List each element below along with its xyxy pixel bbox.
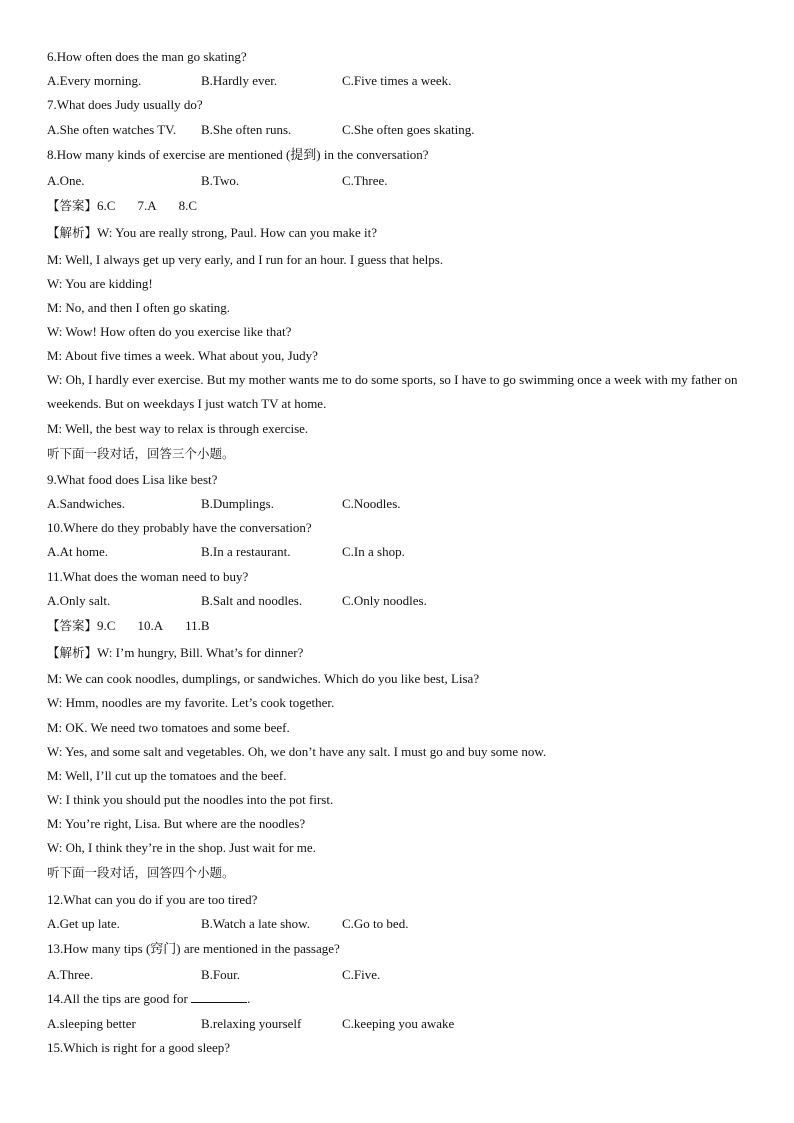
option-a: A.sleeping better — [47, 1016, 136, 1031]
analysis-line — [47, 225, 754, 241]
option-a: A.One. — [47, 173, 85, 188]
question-14 — [47, 991, 754, 1007]
answer-item: 7.A — [137, 198, 157, 213]
answer-item: 8.C — [178, 198, 197, 213]
option-b: B.Two. — [201, 173, 240, 188]
answer-label: 【答案】 — [47, 198, 98, 213]
dialogue-line: M: OK. We need two tomatoes and some beef. — [47, 720, 290, 735]
analysis-label: 【解析】 — [47, 225, 98, 240]
question-6: 6.How often does the man go skating? — [47, 49, 247, 64]
option-a: A.At home. — [47, 544, 109, 559]
dialogue-line: W: I’m hungry, Bill. What’s for dinner? — [97, 645, 304, 660]
answer-block-2 — [47, 618, 754, 634]
dialogue-line: M: You’re right, Lisa. But where are the noodles? — [47, 816, 306, 831]
answer-item: 10.A — [137, 618, 164, 633]
option-a: A.Three. — [47, 967, 94, 982]
question-7: 7.What does Judy usually do? — [47, 97, 203, 112]
section-instruction: 听下面一段对话，回答三个小题。 — [47, 446, 235, 461]
answer-item: 6.C — [97, 198, 116, 213]
option-b: B.Salt and noodles. — [201, 593, 303, 608]
dialogue-line: W: You are really strong, Paul. How can you make it? — [97, 225, 378, 240]
option-c: C.Noodles. — [342, 496, 401, 511]
option-b: B.relaxing yourself — [201, 1016, 302, 1031]
question-text: 14.All the tips are good for — [47, 991, 192, 1006]
dialogue-line: W: I think you should put the noodles into the pot first. — [47, 792, 334, 807]
dialogue-line: M: Well, I’ll cut up the tomatoes and the beef. — [47, 768, 287, 783]
dialogue-line: W: Yes, and some salt and vegetables. Oh, we don’t have any salt. I must go and buy some now. — [47, 744, 547, 759]
option-c: C.Five. — [342, 967, 381, 982]
option-a: A.Every morning. — [47, 73, 142, 88]
dialogue-line: M: We can cook noodles, dumplings, or sandwiches. Which do you like best, Lisa? — [47, 671, 480, 686]
option-c: C.In a shop. — [342, 544, 405, 559]
option-c: C.Five times a week. — [342, 73, 452, 88]
option-b: B.Dumplings. — [201, 496, 274, 511]
dialogue-line: W: Wow! How often do you exercise like that? — [47, 324, 292, 339]
dialogue-line: W: You are kidding! — [47, 276, 153, 291]
option-a: A.Sandwiches. — [47, 496, 125, 511]
question-13: 13.How many tips (窍门) are mentioned in the passage? — [47, 941, 340, 956]
option-b: B.She often runs. — [201, 122, 292, 137]
option-c: C.keeping you awake — [342, 1016, 455, 1031]
option-c: C.Three. — [342, 173, 388, 188]
question-12: 12.What can you do if you are too tired? — [47, 892, 258, 907]
answer-item: 11.B — [185, 618, 210, 633]
question-15: 15.Which is right for a good sleep? — [47, 1040, 231, 1055]
option-a: A.Only salt. — [47, 593, 111, 608]
answer-label: 【答案】 — [47, 618, 98, 633]
dialogue-line: M: No, and then I often go skating. — [47, 300, 231, 315]
option-b: B.In a restaurant. — [201, 544, 291, 559]
dialogue-line: M: Well, I always get up very early, and I run for an hour. I guess that helps. — [47, 252, 444, 267]
question-10: 10.Where do they probably have the conversation? — [47, 520, 312, 535]
dialogue-line: M: Well, the best way to relax is through exercise. — [47, 421, 309, 436]
answer-blank — [191, 991, 247, 1003]
question-9: 9.What food does Lisa like best? — [47, 472, 218, 487]
dialogue-line: M: About five times a week. What about you, Judy? — [47, 348, 318, 363]
section-instruction: 听下面一段对话，回答四个小题。 — [47, 865, 235, 880]
analysis-label: 【解析】 — [47, 645, 98, 660]
question-text-end: . — [247, 991, 251, 1006]
question-8: 8.How many kinds of exercise are mentioned (提到) in the conversation? — [47, 147, 429, 162]
dialogue-line: W: Oh, I hardly ever exercise. But my mother wants me to do some sports, so I have to go swimming once a week with my father on weekends. But on weekdays I just watch TV at home. — [47, 372, 738, 411]
analysis-line — [47, 645, 754, 661]
option-a: A.She often watches TV. — [47, 122, 177, 137]
option-c: C.She often goes skating. — [342, 122, 475, 137]
option-b: B.Hardly ever. — [201, 73, 278, 88]
answer-block-1 — [47, 198, 754, 214]
answer-item: 9.C — [97, 618, 116, 633]
option-a: A.Get up late. — [47, 916, 120, 931]
question-11: 11.What does the woman need to buy? — [47, 569, 249, 584]
dialogue-line: W: Hmm, noodles are my favorite. Let’s cook together. — [47, 695, 335, 710]
dialogue-line: W: Oh, I think they’re in the shop. Just wait for me. — [47, 840, 316, 855]
option-b: B.Watch a late show. — [201, 916, 310, 931]
option-c: C.Go to bed. — [342, 916, 409, 931]
option-c: C.Only noodles. — [342, 593, 427, 608]
option-b: B.Four. — [201, 967, 241, 982]
